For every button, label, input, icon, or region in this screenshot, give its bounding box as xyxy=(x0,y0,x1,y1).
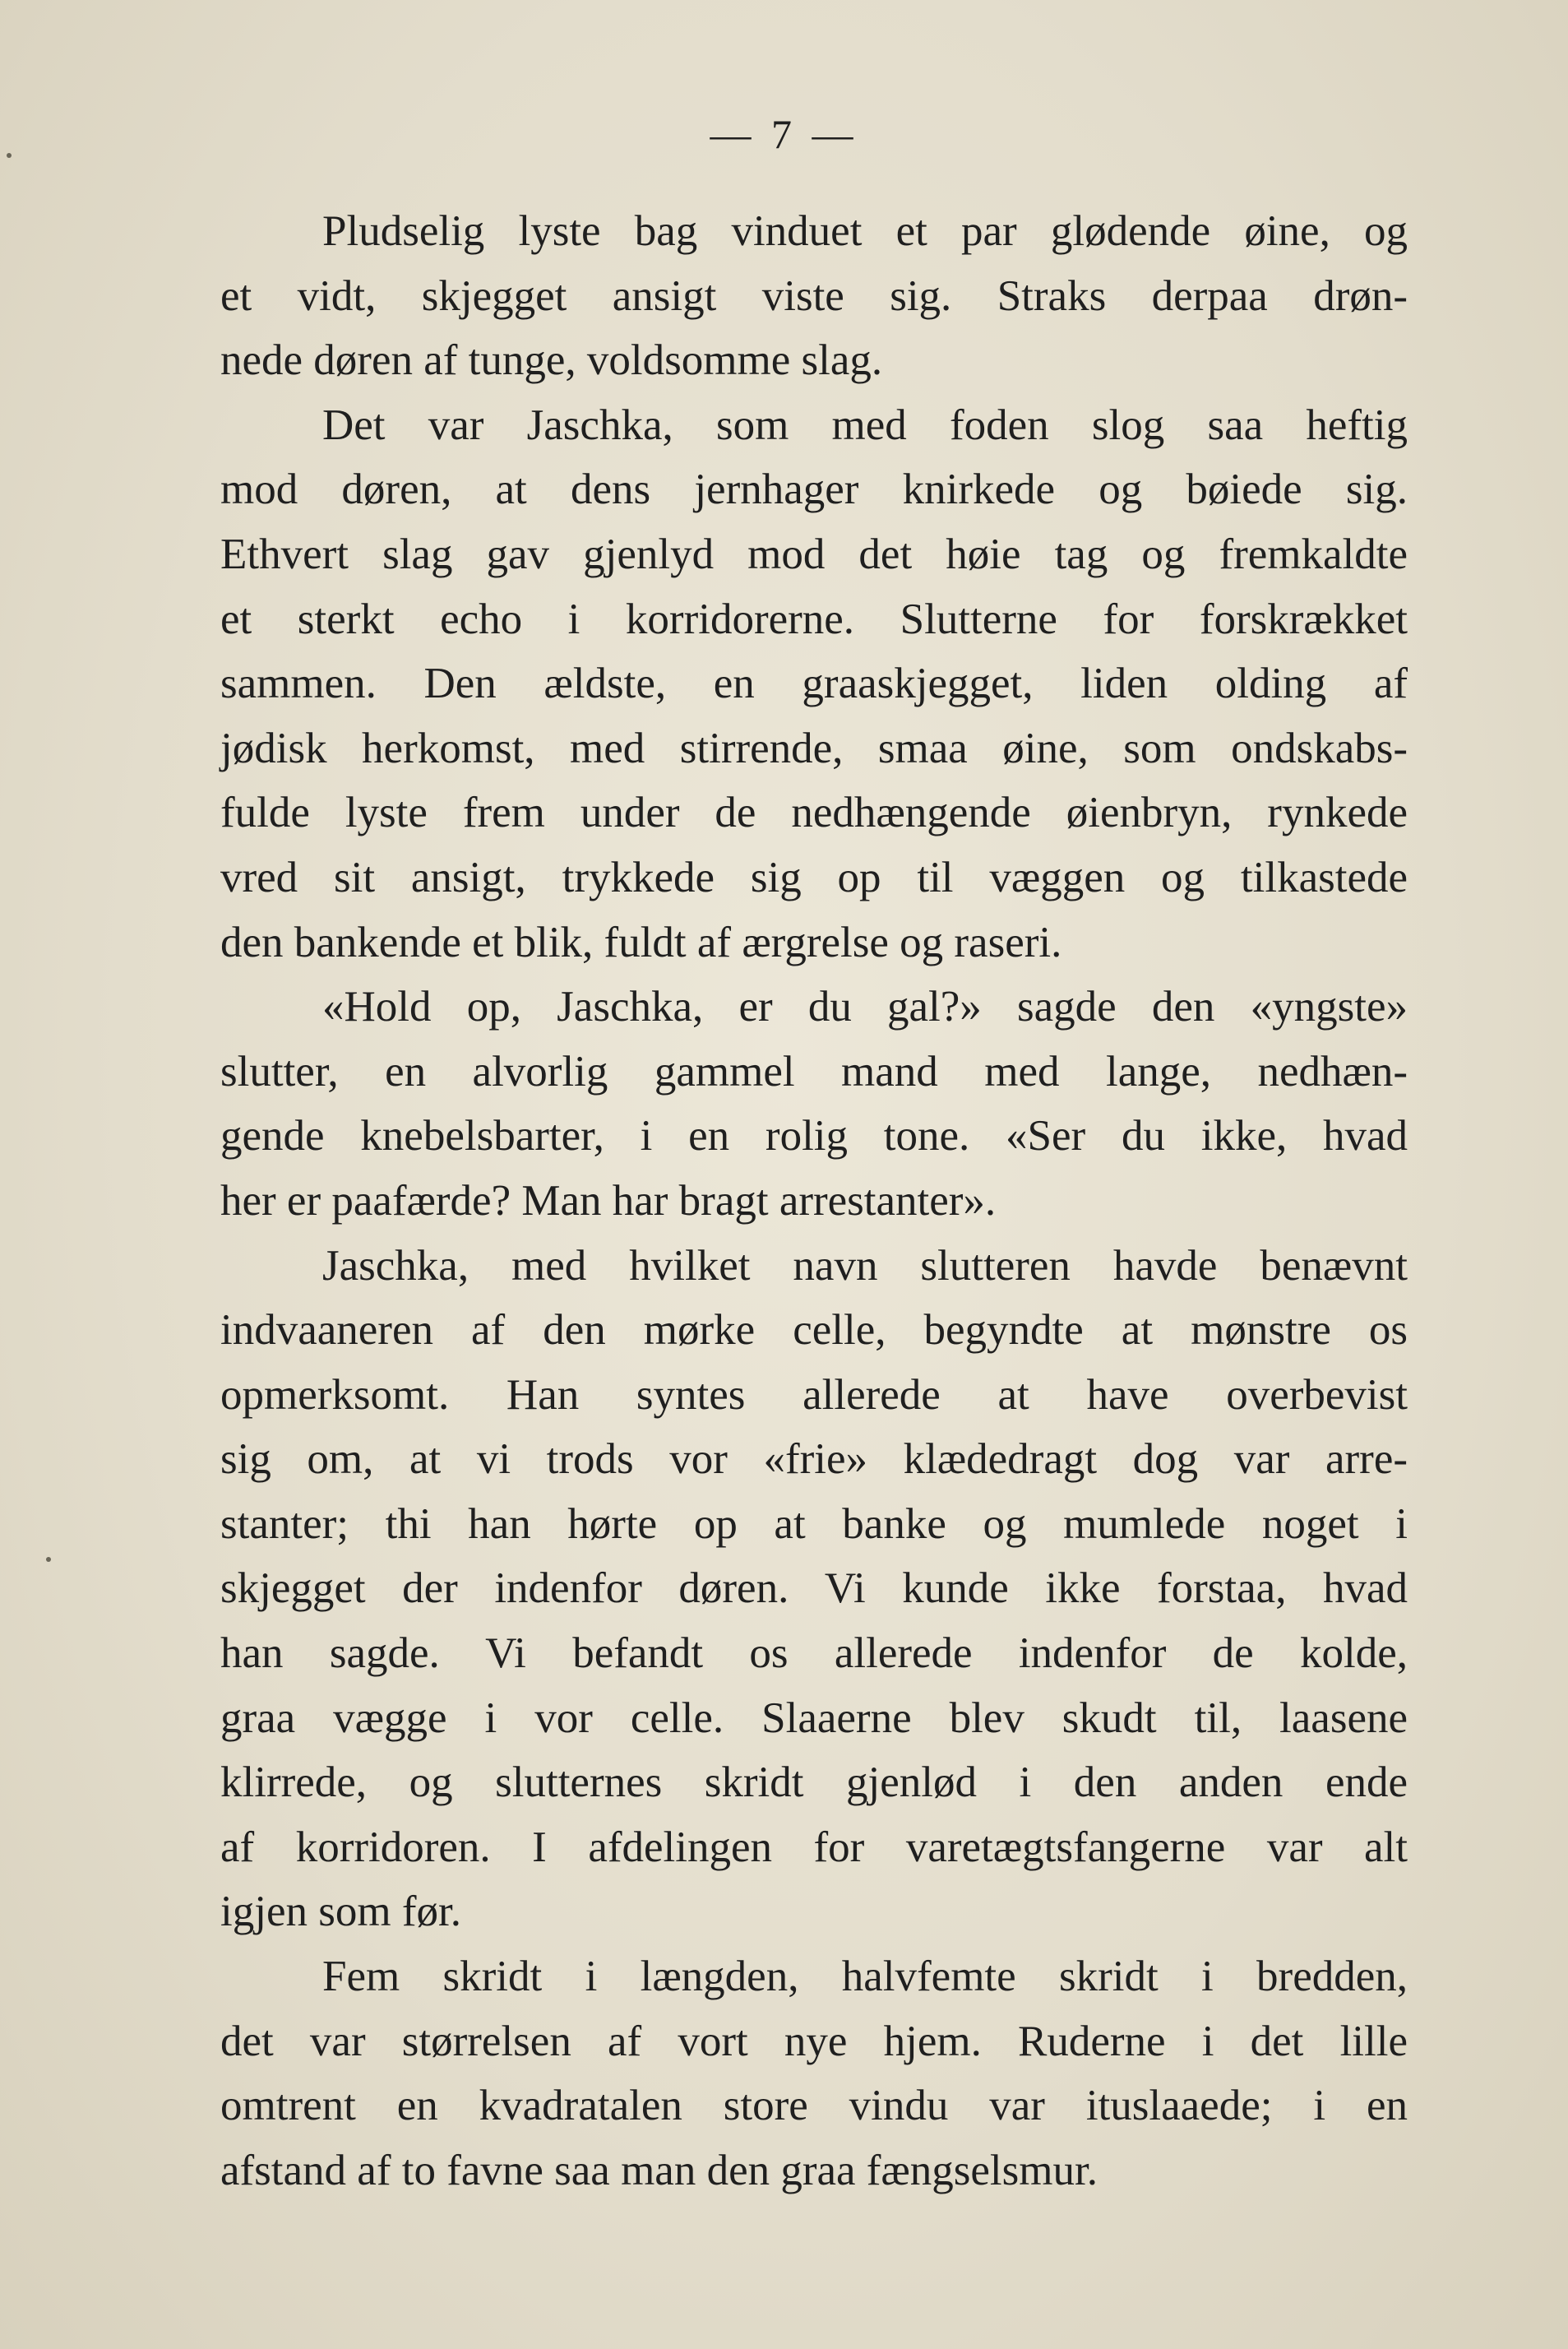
text-line: nede døren af tunge, voldsomme slag. xyxy=(220,336,883,385)
text-line: her er paafærde? Man har bragt arrestanter». xyxy=(220,1176,997,1225)
text-line: fulde lyste frem under de nedhængende øienbryn, rynkede xyxy=(220,789,1408,837)
text-line: klirrede, og slutternes skridt gjenlød i den anden ende xyxy=(220,1758,1408,1807)
text-line: opmerksomt. Han syntes allerede at have overbevist xyxy=(220,1370,1408,1419)
text-line: Jaschka, med hvilket navn slutteren havde benævnt xyxy=(322,1241,1408,1290)
text-line: den bankende et blik, fuldt af ærgrelse og raseri. xyxy=(220,918,1062,966)
text-line: graa vægge i vor celle. Slaaerne blev skudt til, laasene xyxy=(220,1693,1408,1742)
text-line: jødisk herkomst, med stirrende, smaa øine, som ondskabs- xyxy=(220,724,1408,772)
text-line: Fem skridt i længden, halvfemte skridt i bredden, xyxy=(322,1953,1408,2001)
text-line: Det var Jaschka, som med foden slog saa heftig xyxy=(322,401,1408,449)
text-line: «Hold op, Jaschka, er du gal?» sagde den «yngste» xyxy=(322,983,1408,1031)
text-line: Pludselig lyste bag vinduet et par glødende øine, og xyxy=(322,207,1408,255)
page-number: — 7 — xyxy=(710,111,858,157)
body-text xyxy=(220,199,1408,2203)
text-line: omtrent en kvadratalen store vindu var ituslaaede; i en xyxy=(220,2082,1408,2130)
text-line: han sagde. Vi befandt os allerede indenfor de kolde, xyxy=(220,1629,1408,1678)
text-line: stanter; thi han hørte op at banke og mumlede noget i xyxy=(220,1499,1408,1548)
text-line: sig om, at vi trods vor «frie» klædedragt dog var arre- xyxy=(220,1435,1408,1484)
margin-speck xyxy=(7,153,12,158)
text-line: sammen. Den ældste, en graaskjegget, liden olding af xyxy=(220,660,1408,708)
text-line: af korridoren. I afdelingen for varetægtsfangerne var alt xyxy=(220,1823,1408,1871)
text-line: skjegget der indenfor døren. Vi kunde ikke forstaa, hvad xyxy=(220,1564,1408,1613)
text-line: mod døren, at dens jernhager knirkede og bøiede sig. xyxy=(220,466,1408,514)
text-line: slutter, en alvorlig gammel mand med lange, nedhæn- xyxy=(220,1047,1408,1096)
text-line: det var størrelsen af vort nye hjem. Ruderne i det lille xyxy=(220,2017,1408,2065)
text-line: et sterkt echo i korridorerne. Slutterne for forskrækket xyxy=(220,595,1408,643)
text-line: afstand af to favne saa man den graa fængselsmur. xyxy=(220,2146,1098,2194)
text-line: indvaaneren af den mørke celle, begyndte at mønstre os xyxy=(220,1306,1408,1355)
text-line: gende knebelsbarter, i en rolig tone. «Ser du ikke, hvad xyxy=(220,1112,1408,1161)
text-line: vred sit ansigt, trykkede sig op til væggen og tilkastede xyxy=(220,853,1408,901)
text-line: igjen som før. xyxy=(220,1888,461,1936)
text-line: Ethvert slag gav gjenlyd mod det høie tag og fremkaldte xyxy=(220,530,1408,578)
margin-speck xyxy=(46,1557,51,1562)
text-line: et vidt, skjegget ansigt viste sig. Straks derpaa drøn- xyxy=(220,271,1408,320)
